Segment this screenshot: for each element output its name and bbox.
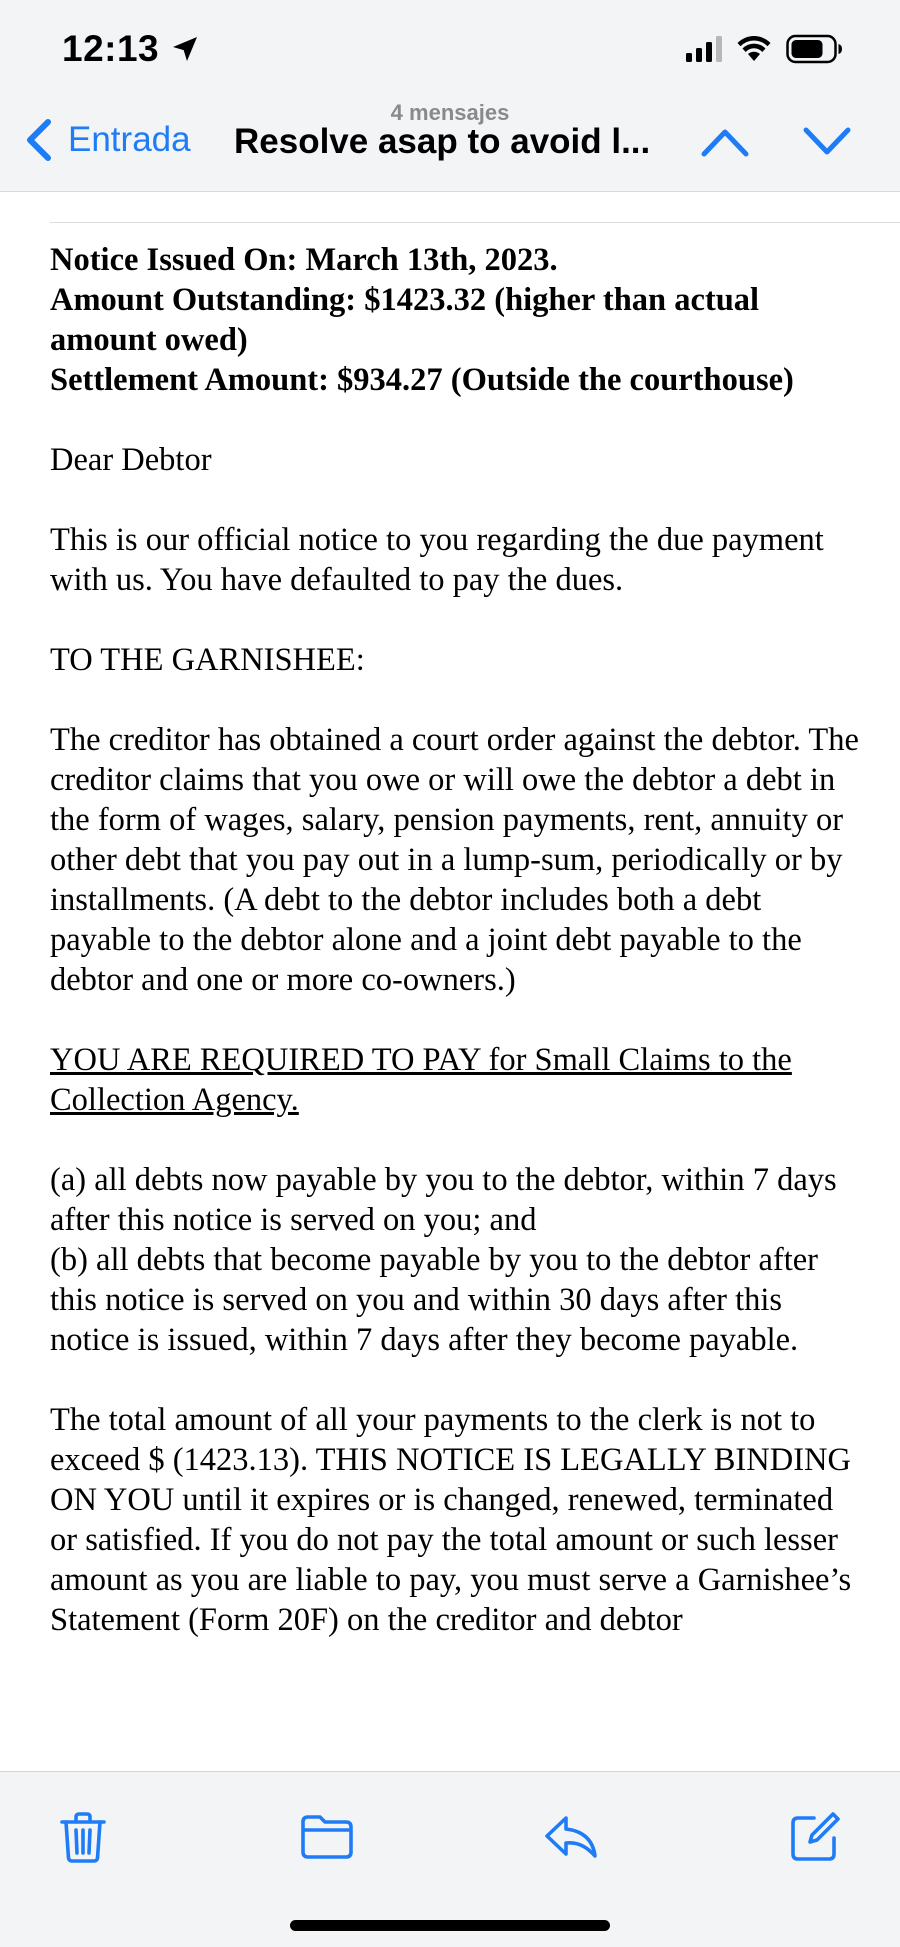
bottom-toolbar — [0, 1771, 900, 1947]
thread-title: Resolve asap to avoid l... — [234, 122, 651, 161]
compose-icon[interactable] — [786, 1808, 844, 1866]
next-message-button[interactable] — [802, 124, 852, 160]
status-time — [62, 28, 201, 70]
intro-paragraph: This is our official notice to you regarding the due payment with us. You have defaulted to pay the dues. — [50, 522, 824, 598]
back-button[interactable] — [24, 118, 191, 162]
wifi-icon — [736, 35, 772, 63]
settlement-amount-line: Settlement Amount: $934.27 (Outside the courthouse) — [50, 362, 794, 398]
item-b: (b) all debts that become payable by you to the debtor after this notice is served on you and within 30 days after this notice is issued, within 7 days after they become payable. — [50, 1242, 818, 1358]
trash-icon[interactable] — [54, 1808, 112, 1866]
top-chrome — [0, 0, 900, 192]
notice-issued-line: Notice Issued On: March 13th, 2023. — [50, 242, 558, 278]
message-count: 4 mensajes — [390, 100, 510, 125]
reply-icon[interactable] — [542, 1808, 600, 1866]
claim-paragraph: The creditor has obtained a court order against the debtor. The creditor claims that you owe or will owe the debtor a debt in the form of wages, salary, pension payments, rent, annuity or other debt that you pay out in a lump-sum, periodically or by installments. (A debt to the debtor includes both a debt payable to the debtor alone and a joint debt payable to the debtor and one or more co-owners.) — [50, 722, 859, 998]
amount-outstanding-line: Amount Outstanding: $1423.32 (higher than actual amount owed) — [50, 282, 760, 358]
email-body — [50, 240, 860, 1770]
location-arrow-icon — [169, 33, 201, 65]
back-button-label: Entrada — [68, 120, 191, 159]
payment-items — [50, 1160, 860, 1360]
status-icons — [686, 34, 844, 64]
notice-header — [50, 240, 860, 400]
greeting: Dear Debtor — [50, 442, 212, 478]
previous-message-button[interactable] — [700, 124, 750, 160]
total-amount-paragraph: The total amount of all your payments to the clerk is not to exceed $ (1423.13). THIS NOTICE IS LEGALLY BINDING ON YOU until it expires or is changed, renewed, terminated or satisfied. If you do not pay the total amount or such lesser amount as you are liable to pay, you must serve a Garnishee’s Statement (Form 20F) on the creditor and debtor — [50, 1402, 852, 1638]
folder-icon[interactable] — [298, 1808, 356, 1866]
battery-icon — [786, 34, 844, 64]
required-to-pay-paragraph: YOU ARE REQUIRED TO PAY for Small Claims to the Collection Agency. — [50, 1042, 792, 1118]
status-time-text: 12:13 — [62, 28, 160, 69]
chevron-left-icon — [24, 118, 54, 162]
cellular-signal-icon — [686, 36, 722, 62]
to-garnishee-line: TO THE GARNISHEE: — [50, 642, 365, 678]
home-indicator — [290, 1920, 610, 1931]
message-divider — [50, 222, 900, 223]
item-a: (a) all debts now payable by you to the debtor, within 7 days after this notice is served on you; and — [50, 1162, 837, 1238]
